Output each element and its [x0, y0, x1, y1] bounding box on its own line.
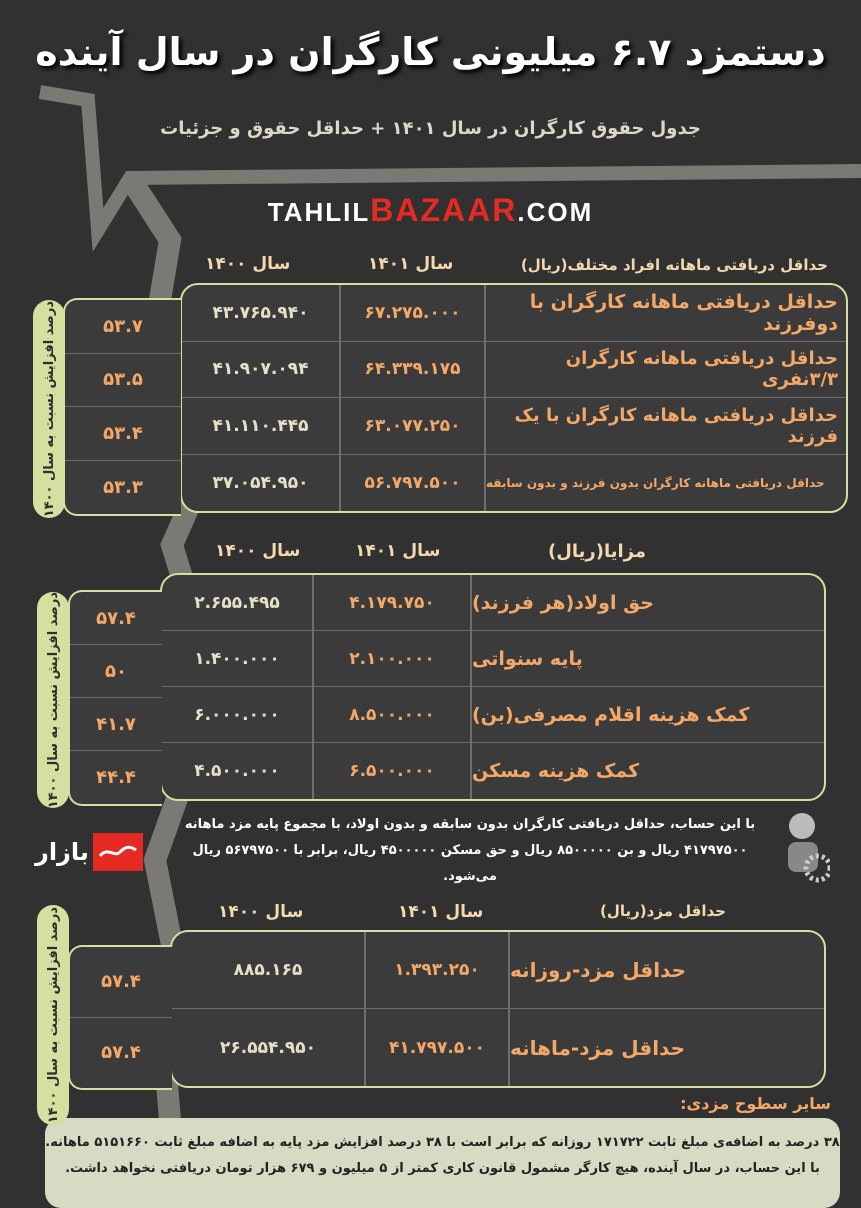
brand-part2: BAZAAR — [370, 192, 518, 228]
percent-value: ۴۴.۴ — [96, 767, 136, 788]
logo-mark-icon — [93, 833, 143, 871]
cell-label: حداقل دریافتی ماهانه کارگران بدون فرزند و بدون سابقه — [484, 455, 846, 512]
percent-label: درصد افزایش نسبت به سال ۱۴۰۰ — [41, 300, 57, 518]
table1-header-1401: سال ۱۴۰۱ — [368, 254, 454, 274]
percent-value: ۵۰ — [70, 645, 162, 698]
percent-value: ۵۳.۴ — [65, 407, 181, 461]
cell-label: حداقل دریافتی ماهانه کارگران ۳/۳نفری — [484, 342, 846, 398]
brand-part3: .COM — [517, 197, 594, 227]
cell-y1400: ۴۱.۱۱۰.۴۴۵ — [212, 415, 309, 436]
table1-header-1400: سال ۱۴۰۰ — [205, 254, 291, 274]
cell-label: پایه سنواتی — [470, 631, 824, 686]
cell-label: کمک هزینه اقلام مصرفی(بن) — [470, 687, 824, 742]
percent-value: ۵۳.۳ — [103, 476, 143, 498]
table2-header-1400: سال ۱۴۰۰ — [215, 541, 301, 561]
table-row — [172, 1009, 824, 1086]
percent-value: ۵۳.۷ — [65, 300, 181, 354]
table-row — [162, 631, 824, 687]
cell-y1400: ۴.۵۰۰.۰۰۰ — [194, 761, 280, 781]
cell-label: حداقل دریافتی ماهانه کارگران با یک فرزند — [484, 398, 846, 454]
table3-header-label: حداقل مزد(ریال) — [600, 902, 726, 920]
worker-icon — [780, 808, 830, 883]
table2-header-1401: سال ۱۴۰۱ — [355, 541, 441, 561]
percent-value: ۴۱.۷ — [70, 698, 162, 751]
table3-header-1400: سال ۱۴۰۰ — [218, 902, 304, 922]
other-levels-heading: سایر سطوح مزدی: — [680, 1094, 831, 1113]
other-line1: ۳۸ درصد به اضافه‌ی مبلغ ثابت ۱۷۱۷۲۲ روزانه که برابر است با ۳۸ درصد افزایش مزد پایه به اضافه مبلغ ثابت ۵۱۵۱۶۶۰ ماهانه. — [45, 1135, 840, 1150]
table1-header-label: حداقل دریافتی ماهانه افراد مختلف(ریال) — [520, 256, 828, 274]
percent-value: ۵۳.۵ — [65, 354, 181, 408]
cell-label: حداقل مزد-روزانه — [508, 932, 824, 1008]
cell-label: حداقل مزد-ماهانه — [508, 1009, 824, 1086]
bazaar-logo[interactable] — [35, 833, 143, 871]
cell-y1401: ۴.۱۷۹.۷۵۰ — [312, 575, 470, 630]
cell-label: حداقل دریافتی ماهانه کارگران با دوفرزند — [484, 285, 846, 341]
cell-y1401: ۶۴.۳۳۹.۱۷۵ — [339, 342, 484, 398]
percent-value: ۵۷.۴ — [70, 592, 162, 645]
table2-header-label: مزایا(ریال) — [548, 541, 646, 562]
other-line2: با این حساب، در سال آینده، هیچ کارگر مشمول قانون کاری کمتر از ۵ میلیون و ۶۷۹ هزار تومان دریافتی نخواهد داشت. — [65, 1161, 820, 1176]
cell-y1400: ۴۱.۹۰۷.۰۹۴ — [212, 359, 309, 380]
brand-url[interactable] — [0, 192, 861, 229]
cell-y1401: ۵۶.۷۹۷.۵۰۰ — [339, 455, 484, 512]
table-row — [182, 455, 846, 512]
percent-label: درصد افزایش نسبت به سال ۱۴۰۰ — [45, 591, 61, 809]
subtitle: جدول حقوق کارگران در سال ۱۴۰۱ + حداقل حقوق و جزئیات — [160, 118, 701, 139]
cell-y1401: ۶۳.۰۷۷.۲۵۰ — [339, 398, 484, 454]
cell-y1401: ۲.۱۰۰.۰۰۰ — [312, 631, 470, 686]
percent-value: ۵۷.۴ — [70, 947, 172, 1018]
cell-label: حق اولاد(هر فرزند) — [470, 575, 824, 630]
percent-label: درصد افزایش نسبت به سال ۱۴۰۰ — [45, 906, 61, 1124]
percent-value: ۵۷.۴ — [101, 1042, 141, 1064]
table-row — [172, 932, 824, 1009]
cell-y1400: ۴۳.۷۶۵.۹۴۰ — [212, 302, 309, 323]
other-levels-box — [45, 1118, 840, 1208]
note-line1: با این حساب، حداقل دریافتی کارگران بدون سابقه و بدون اولاد، با مجموع پایه مزد ماهانه — [184, 817, 756, 832]
percent-label-pill — [37, 592, 69, 808]
table1 — [180, 283, 848, 513]
cell-y1401: ۱.۳۹۳.۲۵۰ — [364, 932, 508, 1008]
table-row — [182, 285, 846, 342]
brand-part1: TAHLIL — [267, 197, 371, 227]
table3-header-1401: سال ۱۴۰۱ — [398, 902, 484, 922]
cell-y1401: ۴۱.۷۹۷.۵۰۰ — [364, 1009, 508, 1086]
table-row — [182, 398, 846, 455]
cell-y1400: ۲۶.۵۵۴.۹۵۰ — [220, 1037, 316, 1058]
table-row — [162, 687, 824, 743]
cell-y1400: ۱.۴۰۰.۰۰۰ — [194, 648, 280, 669]
percent-label-pill — [33, 300, 65, 518]
cell-label: کمک هزینه مسکن — [470, 743, 824, 799]
table-row — [162, 743, 824, 799]
table2 — [160, 573, 826, 801]
page-title: دستمزد ۶.۷ میلیونی کارگران در سال آینده — [35, 30, 826, 74]
cell-y1400: ۳۷.۰۵۴.۹۵۰ — [212, 472, 309, 493]
cell-y1401: ۶۷.۲۷۵.۰۰۰ — [339, 285, 484, 341]
note-line2: ۴۱۷۹۷۵۰۰ ریال و بن ۸۵۰۰۰۰۰ ریال و حق مسکن ۴۵۰۰۰۰۰ ریال، برابر با ۵۶۷۹۷۵۰۰ ریال می‌شود. — [192, 843, 748, 884]
table3 — [170, 930, 826, 1088]
cell-y1400: ۲.۶۵۵.۴۹۵ — [194, 592, 280, 613]
table3-percent-column — [68, 945, 172, 1090]
table1-percent-column — [63, 298, 181, 516]
cell-y1400: ۸۸۵.۱۶۵ — [233, 960, 303, 980]
logo-text: بازار — [35, 838, 89, 866]
cell-y1401: ۶.۵۰۰.۰۰۰ — [312, 743, 470, 799]
cell-y1401: ۸.۵۰۰.۰۰۰ — [312, 687, 470, 742]
percent-label-pill — [37, 905, 69, 1125]
table-row — [182, 342, 846, 399]
cell-y1400: ۶.۰۰۰.۰۰۰ — [194, 704, 280, 725]
table-row — [162, 575, 824, 631]
calculation-note — [170, 812, 770, 890]
table2-percent-column — [68, 590, 162, 806]
